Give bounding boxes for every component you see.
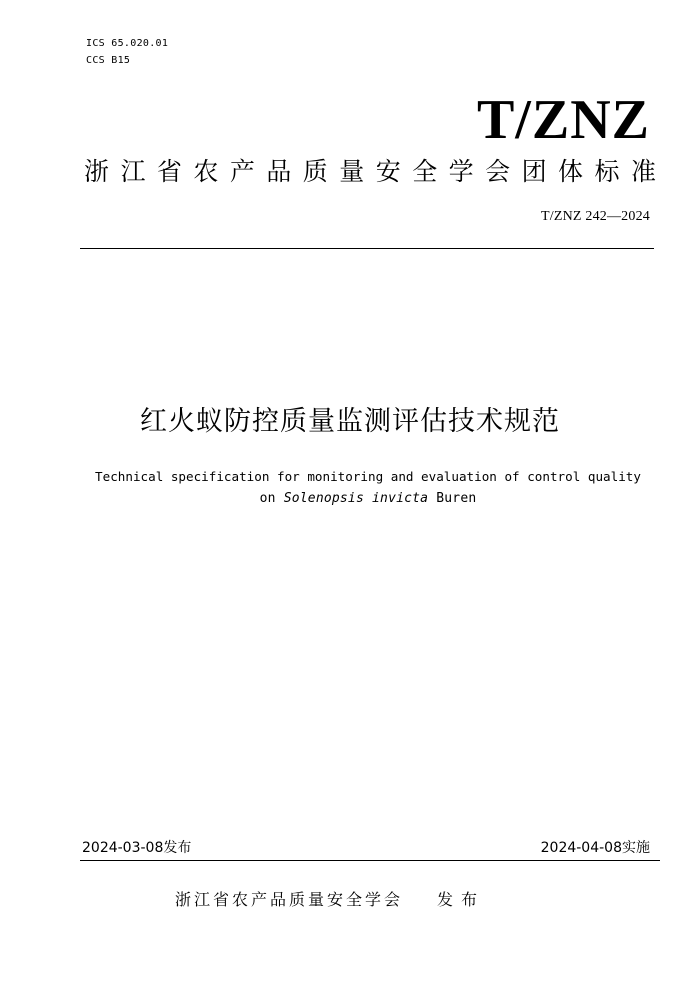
ccs-code: CCS B15 bbox=[86, 55, 131, 66]
species-name: Solenopsis invicta bbox=[283, 491, 429, 506]
publish-label: 发布 bbox=[437, 890, 486, 909]
publisher-name: 浙江省农产品质量安全学会 bbox=[175, 890, 404, 909]
document-title-english-line2 bbox=[0, 490, 700, 508]
standard-number: T/ZNZ 242—2024 bbox=[541, 209, 650, 224]
footer-divider bbox=[80, 860, 660, 861]
publisher-line bbox=[175, 888, 485, 912]
standard-mark: T/ZNZ bbox=[476, 89, 650, 151]
organization-standard-title: 浙江省农产品质量安全学会团体标准 bbox=[84, 157, 656, 186]
ics-code: ICS 65.020.01 bbox=[86, 38, 169, 49]
issue-date: 2024-03-08发布 bbox=[82, 840, 192, 856]
header-divider bbox=[80, 248, 654, 249]
title-en-suffix: Buren bbox=[436, 491, 477, 506]
document-title-english-line1: Technical specification for monitoring and evaluation of control quality bbox=[95, 469, 641, 484]
implementation-date: 2024-04-08实施 bbox=[540, 840, 650, 856]
document-title-chinese: 红火蚁防控质量监测评估技术规范 bbox=[140, 406, 560, 437]
title-en-prefix: on bbox=[259, 491, 276, 506]
